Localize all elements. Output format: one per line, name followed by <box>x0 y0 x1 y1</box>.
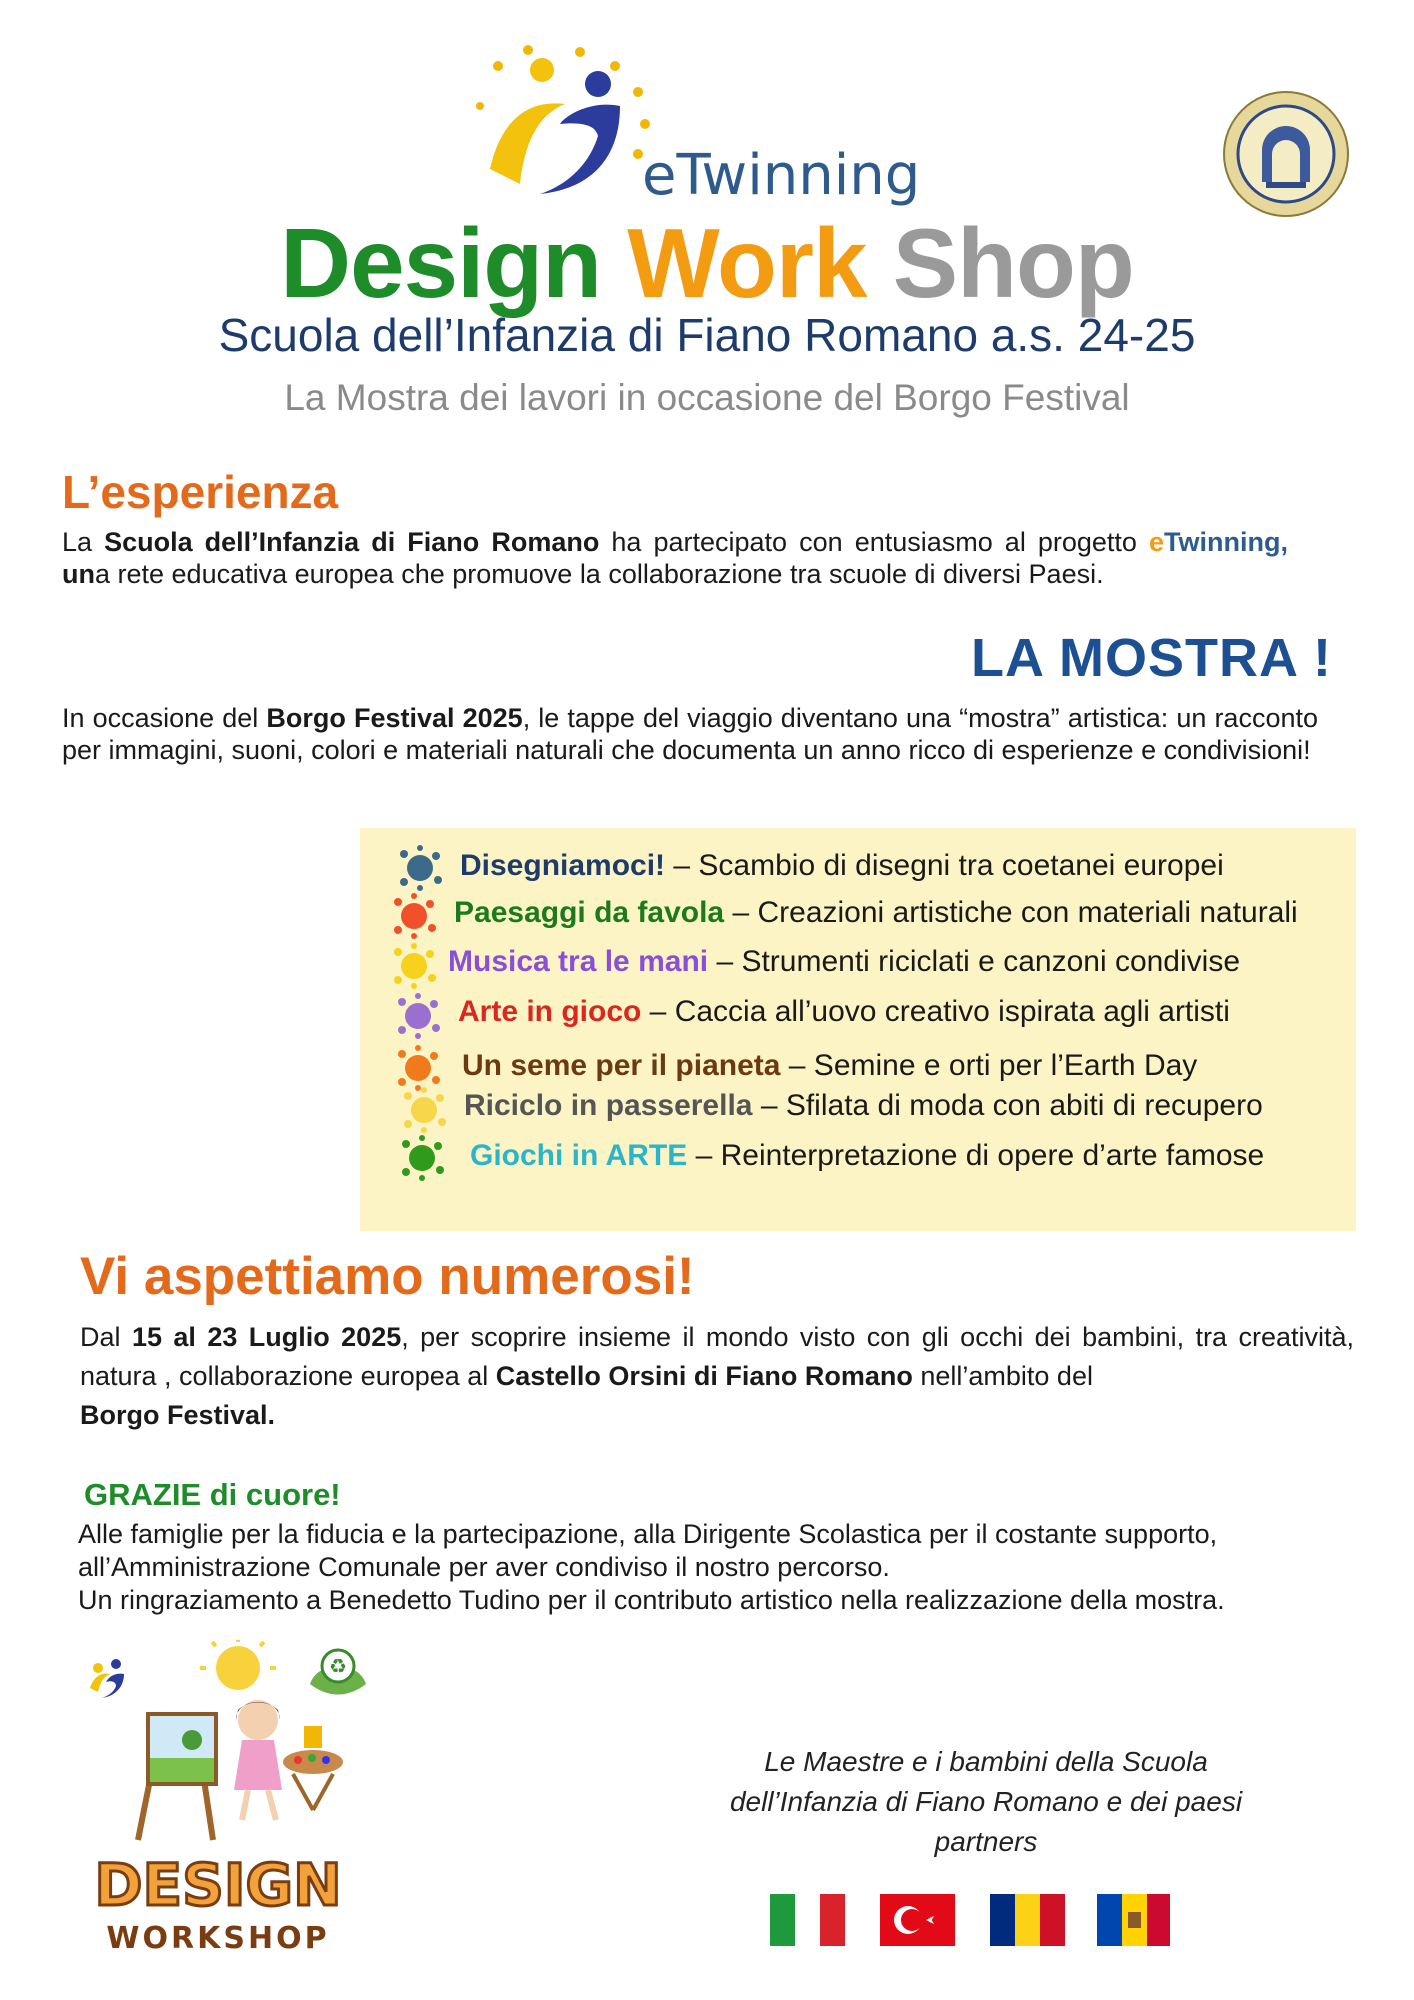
activity-desc: – Caccia all’uovo creativo ispirata agli artisti <box>641 995 1230 1028</box>
design-logo-word: DESIGN <box>94 1851 342 1919</box>
text: nell’ambito del <box>912 1361 1093 1391</box>
sun-icon <box>200 1640 276 1690</box>
text: ha partecipato con entusiasmo al progetto <box>599 527 1149 557</box>
closing-line: partners <box>934 1826 1038 1857</box>
paint-splat-icon <box>398 1134 446 1182</box>
mostra-paragraph <box>62 702 1318 766</box>
activity-desc: – Creazioni artistiche con materiali naturali <box>724 896 1298 929</box>
festival-name: Borgo Festival. <box>80 1400 276 1430</box>
turkey-flag-icon <box>880 1894 955 1946</box>
text: a rete educativa europea che promuove la collaborazione tra scuole di diversi Paesi. <box>95 559 1104 589</box>
page-tagline: La Mostra dei lavori in occasione del Borgo Festival <box>284 377 1130 418</box>
workshop-logo-word: WORKSHOP <box>106 1921 330 1956</box>
activity-name: Musica tra le mani <box>448 945 709 978</box>
experience-paragraph <box>62 526 1288 590</box>
page-title <box>0 208 1414 318</box>
romania-flag-icon <box>990 1894 1065 1946</box>
etwinning-e: e <box>1149 527 1165 557</box>
festival-name: Borgo Festival 2025 <box>266 703 523 733</box>
text: , le tappe del viaggio diventano una “mostra” artistica: un racconto per immagini, suoni, colori e materiali naturali che documenta un anno ricco di esperienze e condivisioni! <box>62 703 1318 765</box>
venue-name: Castello Orsini di Fiano Romano <box>495 1361 913 1391</box>
activity-name: Riciclo in passerella <box>464 1089 753 1122</box>
italy-flag-icon <box>770 1894 845 1946</box>
activity-item <box>448 944 1240 980</box>
invite-paragraph <box>80 1318 1354 1435</box>
closing-signature <box>700 1742 1272 1862</box>
title-work: Work <box>627 208 867 318</box>
text: La <box>62 527 105 557</box>
paint-splat-icon <box>390 892 438 940</box>
etwinning-logo-text: eTwinning <box>642 143 921 208</box>
activity-name: Giochi in ARTE <box>470 1139 688 1172</box>
page-subtitle: Scuola dell’Infanzia di Fiano Romano a.s. 24-25 <box>218 309 1196 361</box>
etwinning-mini-icon <box>90 1659 124 1698</box>
thanks-line: Alle famiglie per la fiducia e la partecipazione, alla Dirigente Scolastica per il costante supporto, <box>78 1519 1218 1549</box>
recycle-icon <box>310 1650 366 1695</box>
activity-item <box>470 1138 1264 1174</box>
invite-heading: Vi aspettiamo numerosi! <box>80 1247 695 1306</box>
partner-flags <box>770 1890 1170 1950</box>
activity-desc: – Semine e orti per l’Earth Day <box>780 1049 1198 1082</box>
experience-heading: L’esperienza <box>62 466 339 518</box>
child-artist-icon <box>234 1700 282 1820</box>
text: , per scoprire insieme il mondo visto con gli occhi dei bambini, tra creatività, natura , collaborazione europea al <box>80 1322 1355 1391</box>
text: Dal <box>80 1322 132 1352</box>
svg-text:♻: ♻ <box>329 1654 347 1678</box>
activity-item <box>462 1048 1197 1084</box>
paint-splat-icon <box>400 1086 448 1134</box>
closing-line: dell’Infanzia di Fiano Romano e dei paesi <box>729 1786 1243 1817</box>
activity-name: Arte in gioco <box>458 995 642 1028</box>
title-design: Design <box>280 208 602 318</box>
activity-desc: – Scambio di disegni tra coetanei europei <box>665 849 1224 882</box>
text-bold: un <box>62 559 95 589</box>
closing-line: Le Maestre e i bambini della Scuola <box>764 1746 1208 1777</box>
design-workshop-illustration <box>88 1640 488 1970</box>
thanks-heading: GRAZIE di cuore! <box>84 1477 341 1512</box>
mostra-heading: LA MOSTRA ! <box>971 628 1332 688</box>
activity-name: Un seme per il pianeta <box>462 1049 781 1082</box>
title-shop: Shop <box>892 208 1134 318</box>
paint-splat-icon <box>390 942 438 990</box>
text: In occasione del <box>62 703 267 733</box>
activity-desc: – Strumenti riciclati e canzoni condivise <box>708 945 1241 978</box>
activity-name: Disegniamoci! <box>460 849 666 882</box>
paint-splat-icon <box>394 1044 442 1092</box>
etwinning-name: Twinning, <box>1164 527 1288 557</box>
thanks-line: Un ringraziamento a Benedetto Tudino per il contributo artistico nella realizzazione della mostra. <box>78 1585 1225 1615</box>
moldova-flag-icon <box>1097 1894 1170 1946</box>
etwinning-logo <box>470 44 930 214</box>
thanks-line: all’Amministrazione Comunale per aver condiviso il nostro percorso. <box>78 1552 890 1582</box>
activity-name: Paesaggi da favola <box>454 896 725 929</box>
thanks-paragraph <box>78 1518 1368 1617</box>
paint-splat-icon <box>396 844 444 892</box>
activity-item <box>464 1088 1263 1124</box>
activities-box <box>360 828 1356 1231</box>
school-name: Scuola dell’Infanzia di Fiano Romano <box>104 527 600 557</box>
activity-item <box>454 895 1298 931</box>
paint-splat-icon <box>394 992 442 1040</box>
paint-palette-icon <box>283 1726 343 1810</box>
event-dates: 15 al 23 Luglio 2025 <box>131 1322 402 1352</box>
school-seal-icon <box>1222 90 1350 218</box>
activity-desc: – Sfilata di moda con abiti di recupero <box>752 1089 1263 1122</box>
easel-icon <box>138 1714 216 1840</box>
activity-desc: – Reinterpretazione di opere d’arte famose <box>687 1139 1265 1172</box>
activity-item <box>458 994 1230 1030</box>
activity-item <box>460 848 1224 884</box>
